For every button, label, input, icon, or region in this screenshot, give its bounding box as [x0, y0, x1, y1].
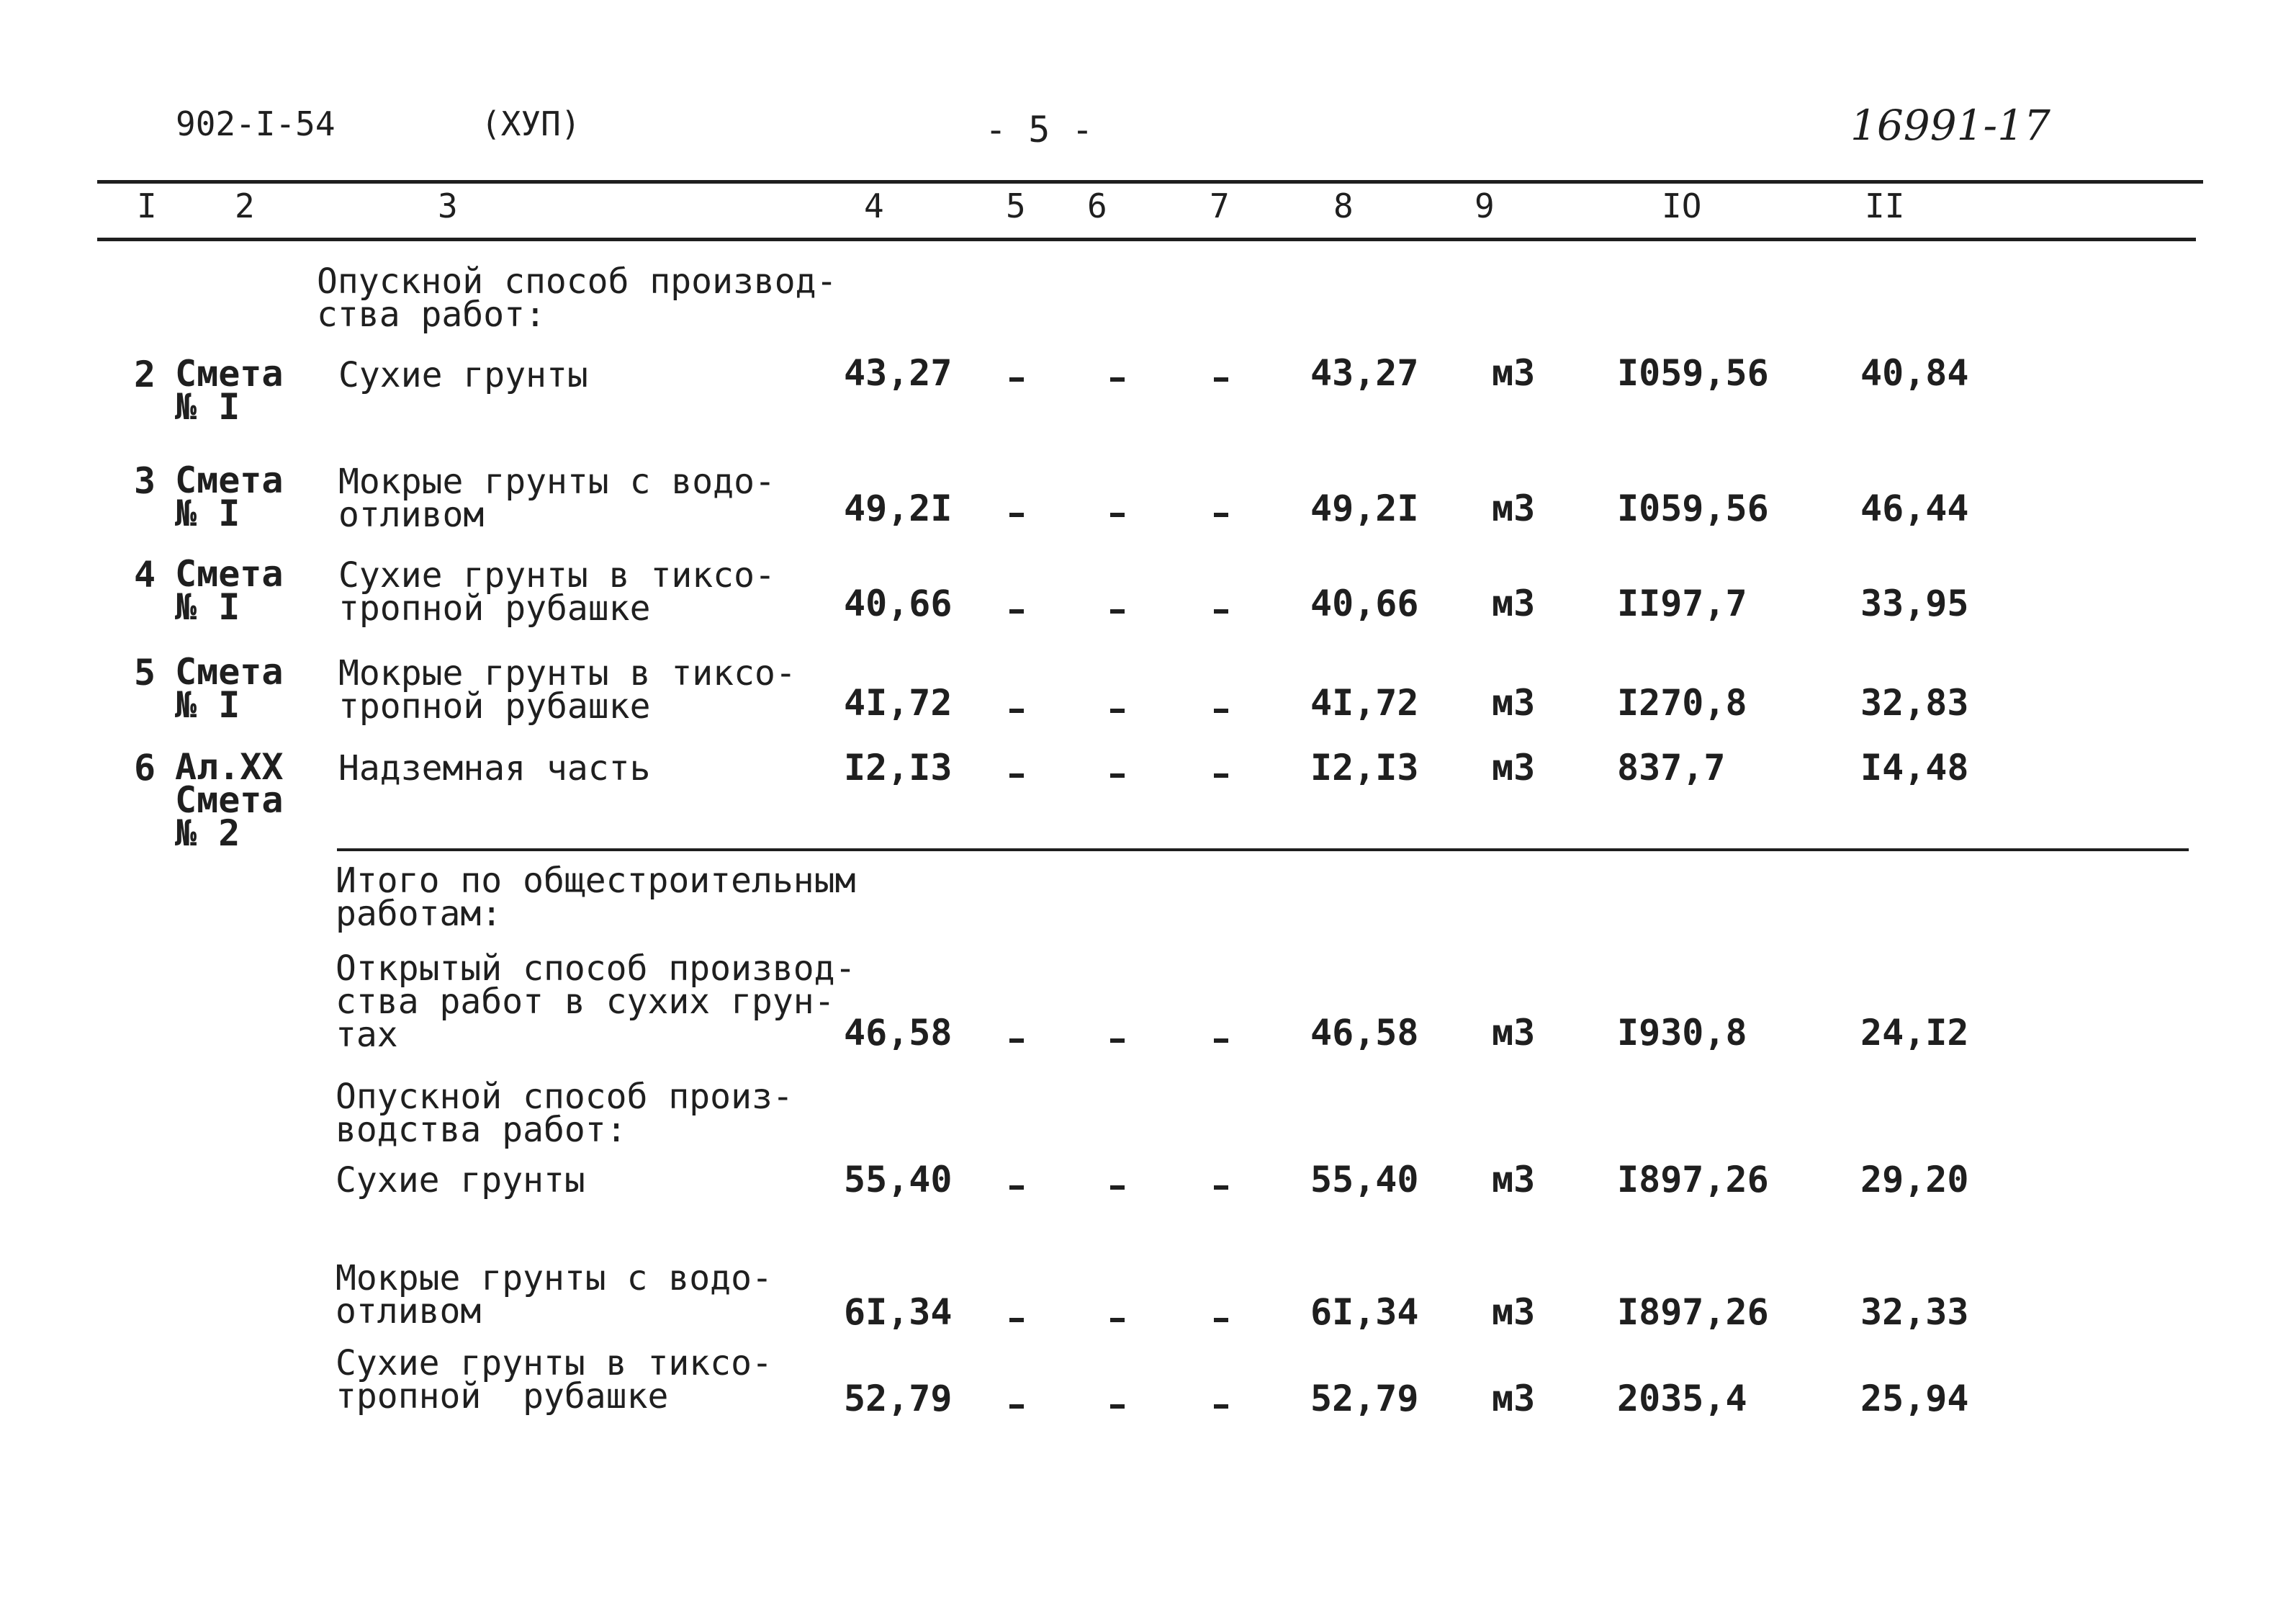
- cell-col5-dash: [1009, 609, 1024, 614]
- cell-col8: 4I,72: [1310, 682, 1419, 724]
- row-name: Мокрые грунты в тиксо- тропной рубашке: [338, 653, 796, 727]
- cell-col6-dash: [1110, 1185, 1125, 1190]
- inventory-number: 16991-17: [1850, 101, 2050, 150]
- column-header: 9: [1475, 187, 1495, 225]
- section-title: Опускной способ произ- водства работ:: [336, 1077, 793, 1150]
- row-number: 5: [134, 652, 156, 693]
- row-name: Сухие грунты в тиксо- тропной рубашке: [336, 1343, 773, 1417]
- cell-col6-dash: [1110, 609, 1125, 614]
- row-name: Сухие грунты: [336, 1160, 585, 1200]
- cell-col11: 40,84: [1860, 352, 1969, 394]
- row-number: 4: [134, 554, 156, 596]
- cell-unit: м3: [1492, 747, 1536, 789]
- cell-unit: м3: [1492, 1291, 1536, 1333]
- totals-title: Итого по общестроительным работам:: [336, 861, 856, 934]
- cell-col6-dash: [1110, 773, 1125, 778]
- cell-unit: м3: [1492, 488, 1536, 529]
- cell-col10: 837,7: [1617, 747, 1726, 789]
- cell-col4: 52,79: [844, 1378, 953, 1419]
- cell-col10: I897,26: [1617, 1291, 1769, 1333]
- cell-col10: I059,56: [1617, 488, 1769, 529]
- cell-col5-dash: [1009, 513, 1024, 517]
- cell-col11: 24,I2: [1860, 1012, 1969, 1054]
- cell-unit: м3: [1492, 1159, 1536, 1200]
- cell-col6-dash: [1110, 1318, 1125, 1322]
- row-name: Сухие грунты: [338, 355, 588, 395]
- cell-col5-dash: [1009, 377, 1024, 382]
- cell-col7-dash: [1214, 1404, 1228, 1409]
- cell-col11: 29,20: [1860, 1159, 1969, 1200]
- header-top-rule: [97, 180, 2203, 184]
- totals-divider: [337, 848, 2189, 851]
- row-source: Смета № I: [175, 459, 284, 534]
- column-header: IO: [1662, 187, 1702, 225]
- cell-col7-dash: [1214, 609, 1228, 614]
- header-bottom-rule: [97, 238, 2196, 241]
- cell-col11: 33,95: [1860, 583, 1969, 624]
- cell-col8: I2,I3: [1310, 747, 1419, 789]
- cell-unit: м3: [1492, 583, 1536, 624]
- cell-col10: 2035,4: [1617, 1378, 1747, 1419]
- cell-col7-dash: [1214, 1038, 1228, 1043]
- cell-col7-dash: [1214, 709, 1228, 713]
- cell-col8: 52,79: [1310, 1378, 1419, 1419]
- cell-col10: I897,26: [1617, 1159, 1769, 1200]
- column-header: 7: [1210, 187, 1230, 225]
- cell-col6-dash: [1110, 1404, 1125, 1409]
- column-header: 3: [438, 187, 458, 225]
- cell-col7-dash: [1214, 513, 1228, 517]
- cell-col11: 32,33: [1860, 1291, 1969, 1333]
- cell-col6-dash: [1110, 1038, 1125, 1043]
- cell-col8: 40,66: [1310, 583, 1419, 624]
- cell-col4: 55,40: [844, 1159, 953, 1200]
- cell-col6-dash: [1110, 513, 1125, 517]
- row-name: Мокрые грунты с водо- отливом: [336, 1258, 773, 1332]
- row-source: Смета № I: [175, 553, 284, 628]
- cell-col7-dash: [1214, 773, 1228, 778]
- cell-col4: 46,58: [844, 1012, 953, 1054]
- cell-col8: 6I,34: [1310, 1291, 1419, 1333]
- series-code: (ХУП): [481, 104, 581, 143]
- cell-col11: 32,83: [1860, 682, 1969, 724]
- document-designation: 902-I-54: [176, 104, 336, 143]
- cell-col6-dash: [1110, 709, 1125, 713]
- row-source: Смета № I: [175, 651, 284, 726]
- row-name: Сухие грунты в тиксо- тропной рубашке: [338, 555, 775, 629]
- row-number: 6: [134, 747, 156, 789]
- row-name: Надземная часть: [338, 748, 651, 789]
- cell-col11: 25,94: [1860, 1378, 1969, 1419]
- cell-col5-dash: [1009, 773, 1024, 778]
- cell-col8: 49,2I: [1310, 488, 1419, 529]
- cell-col5-dash: [1009, 1318, 1024, 1322]
- cell-col4: 43,27: [844, 352, 953, 394]
- row-source: Ал.ХХ Смета № 2: [175, 746, 284, 854]
- page-number: - 5 -: [985, 109, 1094, 151]
- cell-col10: I270,8: [1617, 682, 1747, 724]
- column-header: 2: [235, 187, 255, 225]
- cell-col7-dash: [1214, 1185, 1228, 1190]
- row-number: 2: [134, 354, 156, 395]
- cell-col5-dash: [1009, 709, 1024, 713]
- cell-col11: 46,44: [1860, 488, 1969, 529]
- cell-unit: м3: [1492, 352, 1536, 394]
- column-header: 6: [1087, 187, 1107, 225]
- cell-col5-dash: [1009, 1038, 1024, 1043]
- column-header: 5: [1006, 187, 1026, 225]
- row-name: Открытый способ производ- ства работ в сухих грун- тах: [336, 948, 856, 1055]
- cell-col4: 40,66: [844, 583, 953, 624]
- cell-col4: 49,2I: [844, 488, 953, 529]
- cell-col11: I4,48: [1860, 747, 1969, 789]
- cell-col8: 55,40: [1310, 1159, 1419, 1200]
- cell-col6-dash: [1110, 377, 1125, 382]
- cell-unit: м3: [1492, 1012, 1536, 1054]
- row-source: Смета № I: [175, 353, 284, 428]
- cell-col4: 6I,34: [844, 1291, 953, 1333]
- cell-col7-dash: [1214, 377, 1228, 382]
- cell-col5-dash: [1009, 1185, 1024, 1190]
- cell-col8: 46,58: [1310, 1012, 1419, 1054]
- row-name: Мокрые грунты с водо- отливом: [338, 462, 775, 535]
- cell-unit: м3: [1492, 1378, 1536, 1419]
- cell-col10: I059,56: [1617, 352, 1769, 394]
- cell-unit: м3: [1492, 682, 1536, 724]
- cell-col10: I930,8: [1617, 1012, 1747, 1054]
- cell-col10: II97,7: [1617, 583, 1747, 624]
- cell-col4: 4I,72: [844, 682, 953, 724]
- cell-col7-dash: [1214, 1318, 1228, 1322]
- section-title: Опускной способ производ- ства работ:: [317, 261, 837, 335]
- cell-col5-dash: [1009, 1404, 1024, 1409]
- row-number: 3: [134, 460, 156, 502]
- cell-col4: I2,I3: [844, 747, 953, 789]
- column-header: 4: [864, 187, 884, 225]
- column-header: I: [137, 187, 157, 225]
- column-header: II: [1865, 187, 1905, 225]
- column-header: 8: [1333, 187, 1354, 225]
- cell-col8: 43,27: [1310, 352, 1419, 394]
